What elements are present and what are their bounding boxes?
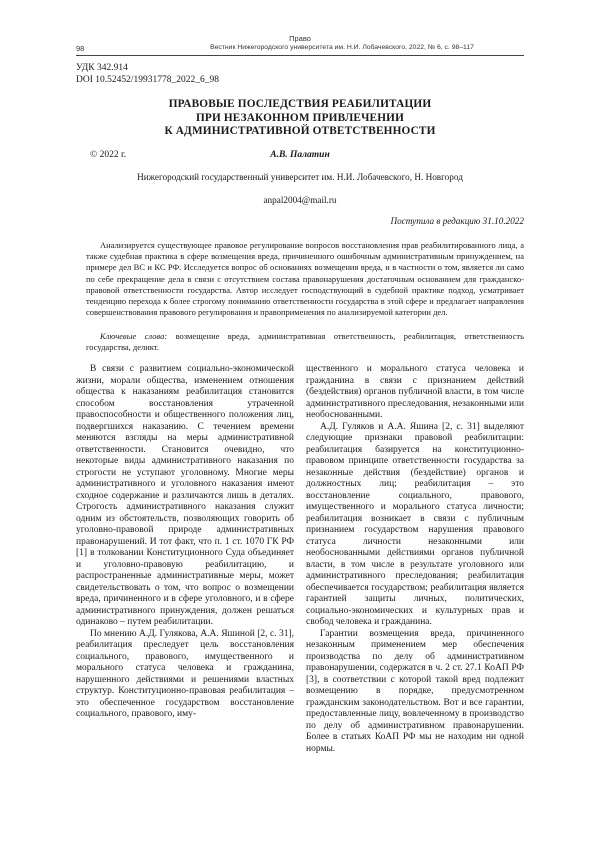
received-date: Поступила в редакцию 31.10.2022 <box>390 216 524 226</box>
title-line-2: ПРИ НЕЗАКОННОМ ПРИВЛЕЧЕНИИ <box>195 111 405 124</box>
title-line-3: К АДМИНИСТРАТИВНОЙ ОТВЕТСТВЕННОСТИ <box>164 125 436 137</box>
keywords <box>86 331 524 353</box>
page-number: 98 <box>76 44 85 53</box>
journal-citation: Вестник Нижегородского университета им. Н.И. Лобачевского, 2022, № 6, с. 98–117 <box>210 44 474 51</box>
body-paragraph: Гарантии возмещения вреда, причиненного незаконным применением мер обеспечения производства по делу об административном правонарушении, содержатся в ч. 2 ст. 27.1 КоАП РФ [3], в соответствии с которой такой вред подлежит возмещению в порядке, предусмотренном гражданским законодательством. Вот и все гарантии, предоставленные лицу, вовлеченному в производство по делу об административном правонарушении. Более в статьях КоАП РФ мы не находим ни одной нормы. <box>306 628 524 754</box>
title-line-1: ПРАВОВЫЕ ПОСЛЕДСТВИЯ РЕАБИЛИТАЦИИ <box>168 98 432 110</box>
affiliation: Нижегородский государственный университет им. Н.И. Лобачевского, Н. Новгород <box>137 172 463 182</box>
copyright: © 2022 г. <box>90 150 127 160</box>
running-head-section: Право <box>289 34 311 43</box>
body-paragraph: А.Д. Гуляков и А.А. Яшина [2, с. 31] выделяют следующие признаки правовой реабилитации: реабилитация базируется на конституционно-правовом принципе ответственности государства за незаконные действия (бездействие) органов и должностных лиц; реабилитация – это восстановление социального, правового, имущественного и морального статуса личности; реабилитация возникает в связи с публичным признанием государством нарушения правового статуса личности незаконными или необоснованными действиями органов публичной власти, в том числе в результате уголовного или административного преследования; реабилитация обеспечивается государством; реабилитация является гарантией защиты личных, политических, социально-экономических и культурных прав и свобод человека и гражданина. <box>306 421 524 627</box>
keywords-text: возмещение вреда, административная ответственность, реабилитация, ответственность государства, деликт. <box>86 331 524 353</box>
doi: DOI 10.52452/19931778_2022_6_98 <box>76 75 220 85</box>
body-column-left <box>76 364 294 721</box>
body-paragraph: По мнению А.Д. Гулякова, А.А. Яшиной [2, с. 31], реабилитация преследует цель восстановления социального, правового, имущественного и морального статуса человека и гражданина, нарушенного действиями и решениями властных структур. Конституционно-правовая реабилитация – это обеспеченное государством восстановление социального, правового, иму- <box>76 628 294 719</box>
keywords-label: Ключевые слова: <box>100 331 168 341</box>
article-title <box>76 98 524 139</box>
abstract <box>86 240 524 318</box>
author-name: А.В. Палатин <box>270 150 330 160</box>
author-email[interactable]: anpal2004@mail.ru <box>263 195 337 205</box>
abstract-text: Анализируется существующее правовое регулирование вопросов восстановления прав реабилитированного лица, а также судебная практика в сфере возмещения вреда, причиненного ошибочным административным принуждением, на примере дел ВС и КС РФ. Исследуется вопрос об основаниях возмещения вреда, и в частности о том, является ли само по себе прекращение дела в связи с отсутствием состава правонарушения достаточным основанием для гражданско-правовой ответственности государства. Автор исследует господствующий в судебной практике подход, усматривает тенденцию перехода к более строгому пониманию ответственности государства в этой сфере и предлагает направления совершенствования правового регулирования и правоприменения по анализируемой категории дел. <box>86 240 524 318</box>
header-rule <box>76 55 524 56</box>
body-column-right <box>306 364 524 755</box>
body-paragraph: щественного и морального статуса человека и гражданина в связи с признанием действий (бездействия) органов публичной власти, в том числе административного преследования, незаконными или необоснованными. <box>306 364 524 420</box>
udc-code: УДК 342.914 <box>76 63 128 73</box>
body-paragraph: В связи с развитием социально-экономической жизни, морали общества, изменением отношения общества к наказаниям реабилитация становится способом восстановления утраченной правоспособности и общественного положения лиц, подвергшихся наказанию. С течением времени меняются взгляды на меры административной ответственности. Становится очевидно, что некоторые виды административного наказания по строгости не уступают уголовному. Многие меры административного и уголовного наказания имеют сходное содержание и различаются лишь в деталях. Строгость административного наказания служит одним из обстоятельств, позволяющих говорить об уголовно-правовой природе административных правонарушений. И тот факт, что п. 1 ст. 1070 ГК РФ [1] в толковании Конституционного Суда объединяет и уголовно-правовую реабилитацию, и распространенные административные меры, может свидетельствовать о том, что вопрос о возмещении вреда, причиненного и в сфере уголовного, и в сфере административного принуждения, должен решаться одинаково – путем реабилитации. <box>76 364 294 627</box>
